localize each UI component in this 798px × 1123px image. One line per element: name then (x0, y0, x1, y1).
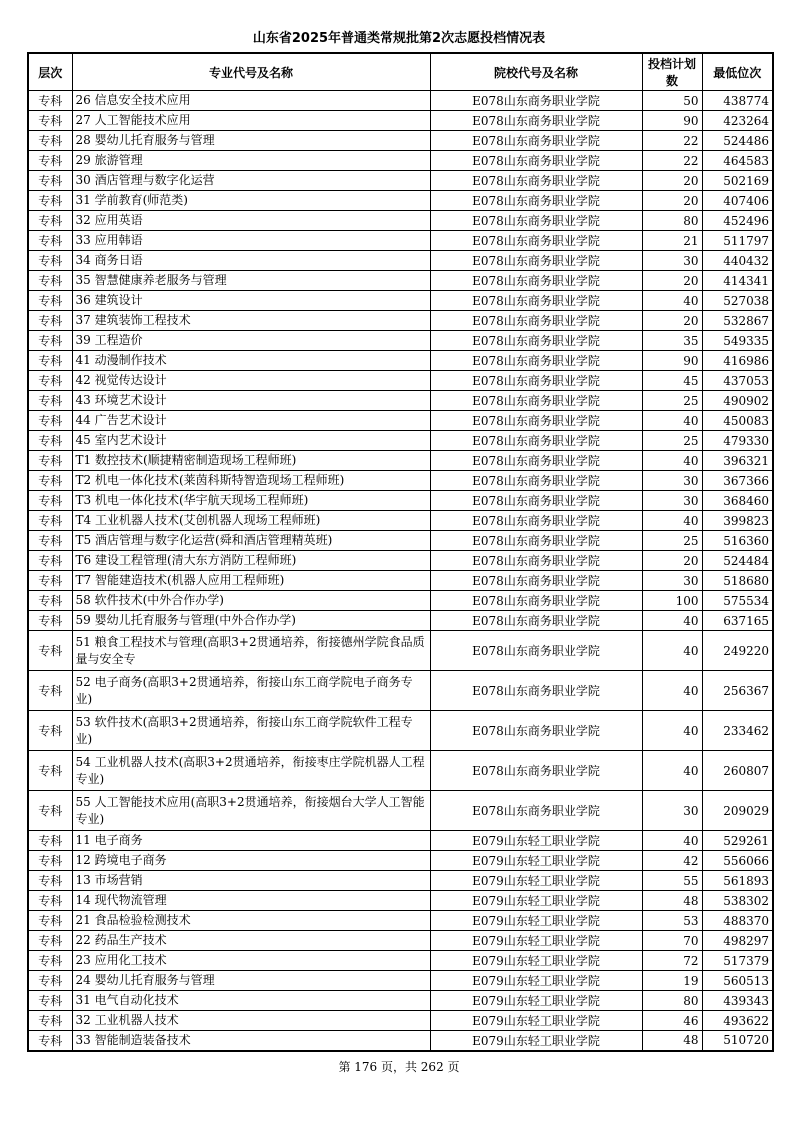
major-cell: 13 市场营销 (72, 871, 430, 891)
school-cell: E079山东轻工职业学院 (430, 971, 642, 991)
plan-cell: 45 (642, 371, 702, 391)
table-header-row (28, 53, 773, 91)
rank-cell: 527038 (702, 291, 773, 311)
header-plan: 投档计划数 (642, 53, 702, 91)
level-cell: 专科 (28, 171, 72, 191)
major-cell: 12 跨境电子商务 (72, 851, 430, 871)
level-cell: 专科 (28, 271, 72, 291)
school-cell: E078山东商务职业学院 (430, 511, 642, 531)
school-cell: E078山东商务职业学院 (430, 211, 642, 231)
plan-cell: 53 (642, 911, 702, 931)
rank-cell: 452496 (702, 211, 773, 231)
major-cell: 30 酒店管理与数字化运营 (72, 171, 430, 191)
rank-cell: 556066 (702, 851, 773, 871)
level-cell: 专科 (28, 831, 72, 851)
school-cell: E079山东轻工职业学院 (430, 911, 642, 931)
rank-cell: 423264 (702, 111, 773, 131)
major-cell: 54 工业机器人技术(高职3+2贯通培养，衔接枣庄学院机器人工程专业) (72, 751, 430, 791)
page-footer: 第 176 页，共 262 页 (338, 1060, 460, 1074)
level-cell: 专科 (28, 211, 72, 231)
school-cell: E079山东轻工职业学院 (430, 991, 642, 1011)
major-cell: 53 软件技术(高职3+2贯通培养，衔接山东工商学院软件工程专业) (72, 711, 430, 751)
major-cell: T5 酒店管理与数字化运营(舜和酒店管理精英班) (72, 531, 430, 551)
major-cell: T7 智能建造技术(机器人应用工程师班) (72, 571, 430, 591)
school-cell: E078山东商务职业学院 (430, 491, 642, 511)
plan-cell: 22 (642, 151, 702, 171)
level-cell: 专科 (28, 951, 72, 971)
rank-cell: 256367 (702, 671, 773, 711)
major-cell: 33 应用韩语 (72, 231, 430, 251)
school-cell: E078山东商务职业学院 (430, 451, 642, 471)
major-cell: 36 建筑设计 (72, 291, 430, 311)
rank-cell: 538302 (702, 891, 773, 911)
rank-cell: 437053 (702, 371, 773, 391)
plan-cell: 20 (642, 191, 702, 211)
table-row (28, 831, 773, 851)
major-cell: 21 食品检验检测技术 (72, 911, 430, 931)
rank-cell: 450083 (702, 411, 773, 431)
plan-cell: 30 (642, 251, 702, 271)
table-row (28, 891, 773, 911)
rank-cell: 233462 (702, 711, 773, 751)
school-cell: E078山东商务职业学院 (430, 231, 642, 251)
level-cell: 专科 (28, 391, 72, 411)
major-cell: 35 智慧健康养老服务与管理 (72, 271, 430, 291)
rank-cell: 416986 (702, 351, 773, 371)
table-row (28, 751, 773, 791)
rank-cell: 490902 (702, 391, 773, 411)
school-cell: E078山东商务职业学院 (430, 251, 642, 271)
header-level: 层次 (28, 53, 72, 91)
rank-cell: 518680 (702, 571, 773, 591)
header-rank: 最低位次 (702, 53, 773, 91)
table-row (28, 991, 773, 1011)
major-cell: 55 人工智能技术应用(高职3+2贯通培养，衔接烟台大学人工智能专业) (72, 791, 430, 831)
rank-cell: 438774 (702, 91, 773, 111)
rank-cell: 488370 (702, 911, 773, 931)
plan-cell: 80 (642, 211, 702, 231)
major-cell: 59 婴幼儿托育服务与管理(中外合作办学) (72, 611, 430, 631)
rank-cell: 407406 (702, 191, 773, 211)
school-cell: E079山东轻工职业学院 (430, 891, 642, 911)
school-cell: E078山东商务职业学院 (430, 371, 642, 391)
level-cell: 专科 (28, 331, 72, 351)
school-cell: E078山东商务职业学院 (430, 391, 642, 411)
major-cell: 34 商务日语 (72, 251, 430, 271)
plan-cell: 20 (642, 311, 702, 331)
table-row (28, 791, 773, 831)
plan-cell: 40 (642, 831, 702, 851)
table-row (28, 151, 773, 171)
plan-cell: 42 (642, 851, 702, 871)
rank-cell: 209029 (702, 791, 773, 831)
plan-cell: 40 (642, 711, 702, 751)
level-cell: 专科 (28, 311, 72, 331)
level-cell: 专科 (28, 531, 72, 551)
plan-cell: 21 (642, 231, 702, 251)
plan-cell: 30 (642, 471, 702, 491)
table-row (28, 951, 773, 971)
rank-cell: 440432 (702, 251, 773, 271)
level-cell: 专科 (28, 151, 72, 171)
plan-cell: 19 (642, 971, 702, 991)
major-cell: T1 数控技术(顺捷精密制造现场工程师班) (72, 451, 430, 471)
level-cell: 专科 (28, 511, 72, 531)
table-row (28, 191, 773, 211)
plan-cell: 40 (642, 631, 702, 671)
rank-cell: 414341 (702, 271, 773, 291)
plan-cell: 25 (642, 391, 702, 411)
rank-cell: 502169 (702, 171, 773, 191)
table-row (28, 1011, 773, 1031)
plan-cell: 40 (642, 411, 702, 431)
school-cell: E078山东商务职业学院 (430, 711, 642, 751)
level-cell: 专科 (28, 631, 72, 671)
level-cell: 专科 (28, 871, 72, 891)
school-cell: E078山东商务职业学院 (430, 151, 642, 171)
level-cell: 专科 (28, 291, 72, 311)
table-row (28, 851, 773, 871)
level-cell: 专科 (28, 551, 72, 571)
rank-cell: 529261 (702, 831, 773, 851)
school-cell: E078山东商务职业学院 (430, 671, 642, 711)
school-cell: E078山东商务职业学院 (430, 611, 642, 631)
level-cell: 专科 (28, 911, 72, 931)
table-row (28, 591, 773, 611)
plan-cell: 40 (642, 671, 702, 711)
school-cell: E079山东轻工职业学院 (430, 831, 642, 851)
plan-cell: 22 (642, 131, 702, 151)
school-cell: E079山东轻工职业学院 (430, 851, 642, 871)
level-cell: 专科 (28, 751, 72, 791)
rank-cell: 517379 (702, 951, 773, 971)
table-row (28, 531, 773, 551)
table-row (28, 971, 773, 991)
major-cell: 43 环境艺术设计 (72, 391, 430, 411)
school-cell: E078山东商务职业学院 (430, 551, 642, 571)
table-row (28, 171, 773, 191)
level-cell: 专科 (28, 991, 72, 1011)
table-row (28, 371, 773, 391)
level-cell: 专科 (28, 471, 72, 491)
major-cell: 31 学前教育(师范类) (72, 191, 430, 211)
plan-cell: 48 (642, 891, 702, 911)
table-row (28, 431, 773, 451)
header-school: 院校代号及名称 (430, 53, 642, 91)
level-cell: 专科 (28, 671, 72, 711)
rank-cell: 493622 (702, 1011, 773, 1031)
table-row (28, 111, 773, 131)
level-cell: 专科 (28, 111, 72, 131)
level-cell: 专科 (28, 251, 72, 271)
school-cell: E078山东商务职业学院 (430, 311, 642, 331)
rank-cell: 396321 (702, 451, 773, 471)
major-cell: T4 工业机器人技术(艾创机器人现场工程师班) (72, 511, 430, 531)
rank-cell: 516360 (702, 531, 773, 551)
table-row (28, 1031, 773, 1051)
plan-cell: 30 (642, 791, 702, 831)
school-cell: E078山东商务职业学院 (430, 571, 642, 591)
level-cell: 专科 (28, 571, 72, 591)
major-cell: 44 广告艺术设计 (72, 411, 430, 431)
table-row (28, 711, 773, 751)
plan-cell: 40 (642, 511, 702, 531)
major-cell: 37 建筑装饰工程技术 (72, 311, 430, 331)
rank-cell: 549335 (702, 331, 773, 351)
major-cell: 52 电子商务(高职3+2贯通培养，衔接山东工商学院电子商务专业) (72, 671, 430, 711)
table-row (28, 311, 773, 331)
plan-cell: 40 (642, 291, 702, 311)
level-cell: 专科 (28, 91, 72, 111)
plan-cell: 50 (642, 91, 702, 111)
school-cell: E079山东轻工职业学院 (430, 931, 642, 951)
school-cell: E078山东商务职业学院 (430, 271, 642, 291)
table-row (28, 271, 773, 291)
table-row (28, 551, 773, 571)
plan-cell: 40 (642, 611, 702, 631)
rank-cell: 498297 (702, 931, 773, 951)
school-cell: E079山东轻工职业学院 (430, 1011, 642, 1031)
table-row (28, 411, 773, 431)
major-cell: 51 粮食工程技术与管理(高职3+2贯通培养，衔接德州学院食品质量与安全专 (72, 631, 430, 671)
major-cell: T3 机电一体化技术(华宇航天现场工程师班) (72, 491, 430, 511)
major-cell: 29 旅游管理 (72, 151, 430, 171)
major-cell: 42 视觉传达设计 (72, 371, 430, 391)
table-row (28, 611, 773, 631)
level-cell: 专科 (28, 711, 72, 751)
plan-cell: 30 (642, 491, 702, 511)
table-row (28, 231, 773, 251)
school-cell: E079山东轻工职业学院 (430, 1031, 642, 1051)
plan-cell: 46 (642, 1011, 702, 1031)
level-cell: 专科 (28, 191, 72, 211)
table-row (28, 451, 773, 471)
level-cell: 专科 (28, 611, 72, 631)
school-cell: E078山东商务职业学院 (430, 791, 642, 831)
rank-cell: 560513 (702, 971, 773, 991)
level-cell: 专科 (28, 131, 72, 151)
plan-cell: 72 (642, 951, 702, 971)
plan-cell: 90 (642, 111, 702, 131)
rank-cell: 532867 (702, 311, 773, 331)
school-cell: E078山东商务职业学院 (430, 631, 642, 671)
major-cell: T6 建设工程管理(清大东方消防工程师班) (72, 551, 430, 571)
rank-cell: 510720 (702, 1031, 773, 1051)
major-cell: 14 现代物流管理 (72, 891, 430, 911)
school-cell: E078山东商务职业学院 (430, 131, 642, 151)
major-cell: 32 应用英语 (72, 211, 430, 231)
rank-cell: 249220 (702, 631, 773, 671)
level-cell: 专科 (28, 231, 72, 251)
level-cell: 专科 (28, 791, 72, 831)
major-cell: 39 工程造价 (72, 331, 430, 351)
level-cell: 专科 (28, 351, 72, 371)
page-title: 山东省2025年普通类常规批第2次志愿投档情况表 (252, 31, 546, 46)
school-cell: E078山东商务职业学院 (430, 171, 642, 191)
major-cell: 24 婴幼儿托育服务与管理 (72, 971, 430, 991)
level-cell: 专科 (28, 411, 72, 431)
rank-cell: 524484 (702, 551, 773, 571)
rank-cell: 399823 (702, 511, 773, 531)
header-major: 专业代号及名称 (72, 53, 430, 91)
major-cell: 31 电气自动化技术 (72, 991, 430, 1011)
table-row (28, 911, 773, 931)
table-row (28, 631, 773, 671)
major-cell: 28 婴幼儿托育服务与管理 (72, 131, 430, 151)
level-cell: 专科 (28, 491, 72, 511)
table-row (28, 871, 773, 891)
rank-cell: 524486 (702, 131, 773, 151)
major-cell: T2 机电一体化技术(莱茵科斯特智造现场工程师班) (72, 471, 430, 491)
table-row (28, 491, 773, 511)
plan-cell: 20 (642, 551, 702, 571)
table-row (28, 251, 773, 271)
table-row (28, 471, 773, 491)
plan-cell: 55 (642, 871, 702, 891)
table-row (28, 511, 773, 531)
major-cell: 41 动漫制作技术 (72, 351, 430, 371)
plan-cell: 48 (642, 1031, 702, 1051)
major-cell: 27 人工智能技术应用 (72, 111, 430, 131)
school-cell: E078山东商务职业学院 (430, 751, 642, 791)
level-cell: 专科 (28, 591, 72, 611)
school-cell: E078山东商务职业学院 (430, 431, 642, 451)
table-row (28, 331, 773, 351)
level-cell: 专科 (28, 971, 72, 991)
rank-cell: 368460 (702, 491, 773, 511)
major-cell: 45 室内艺术设计 (72, 431, 430, 451)
admission-table (27, 52, 774, 1052)
plan-cell: 80 (642, 991, 702, 1011)
school-cell: E078山东商务职业学院 (430, 351, 642, 371)
table-row (28, 131, 773, 151)
level-cell: 专科 (28, 1031, 72, 1051)
major-cell: 11 电子商务 (72, 831, 430, 851)
major-cell: 23 应用化工技术 (72, 951, 430, 971)
school-cell: E078山东商务职业学院 (430, 531, 642, 551)
rank-cell: 367366 (702, 471, 773, 491)
plan-cell: 20 (642, 271, 702, 291)
major-cell: 32 工业机器人技术 (72, 1011, 430, 1031)
plan-cell: 90 (642, 351, 702, 371)
level-cell: 专科 (28, 891, 72, 911)
table-body (28, 91, 773, 1051)
plan-cell: 20 (642, 171, 702, 191)
level-cell: 专科 (28, 451, 72, 471)
plan-cell: 40 (642, 451, 702, 471)
table-row (28, 571, 773, 591)
school-cell: E078山东商务职业学院 (430, 331, 642, 351)
level-cell: 专科 (28, 371, 72, 391)
major-cell: 33 智能制造装备技术 (72, 1031, 430, 1051)
rank-cell: 561893 (702, 871, 773, 891)
plan-cell: 35 (642, 331, 702, 351)
level-cell: 专科 (28, 851, 72, 871)
rank-cell: 511797 (702, 231, 773, 251)
school-cell: E078山东商务职业学院 (430, 291, 642, 311)
school-cell: E078山东商务职业学院 (430, 91, 642, 111)
school-cell: E078山东商务职业学院 (430, 591, 642, 611)
school-cell: E078山东商务职业学院 (430, 471, 642, 491)
school-cell: E078山东商务职业学院 (430, 411, 642, 431)
major-cell: 58 软件技术(中外合作办学) (72, 591, 430, 611)
plan-cell: 25 (642, 531, 702, 551)
rank-cell: 479330 (702, 431, 773, 451)
plan-cell: 100 (642, 591, 702, 611)
level-cell: 专科 (28, 431, 72, 451)
table-row (28, 91, 773, 111)
school-cell: E079山东轻工职业学院 (430, 951, 642, 971)
table-row (28, 391, 773, 411)
table-row (28, 931, 773, 951)
school-cell: E078山东商务职业学院 (430, 191, 642, 211)
table-row (28, 351, 773, 371)
rank-cell: 439343 (702, 991, 773, 1011)
plan-cell: 40 (642, 751, 702, 791)
table-row (28, 291, 773, 311)
plan-cell: 70 (642, 931, 702, 951)
school-cell: E079山东轻工职业学院 (430, 871, 642, 891)
level-cell: 专科 (28, 1011, 72, 1031)
rank-cell: 637165 (702, 611, 773, 631)
major-cell: 22 药品生产技术 (72, 931, 430, 951)
level-cell: 专科 (28, 931, 72, 951)
rank-cell: 464583 (702, 151, 773, 171)
table-row (28, 211, 773, 231)
major-cell: 26 信息安全技术应用 (72, 91, 430, 111)
plan-cell: 25 (642, 431, 702, 451)
rank-cell: 575534 (702, 591, 773, 611)
rank-cell: 260807 (702, 751, 773, 791)
table-row (28, 671, 773, 711)
plan-cell: 30 (642, 571, 702, 591)
school-cell: E078山东商务职业学院 (430, 111, 642, 131)
